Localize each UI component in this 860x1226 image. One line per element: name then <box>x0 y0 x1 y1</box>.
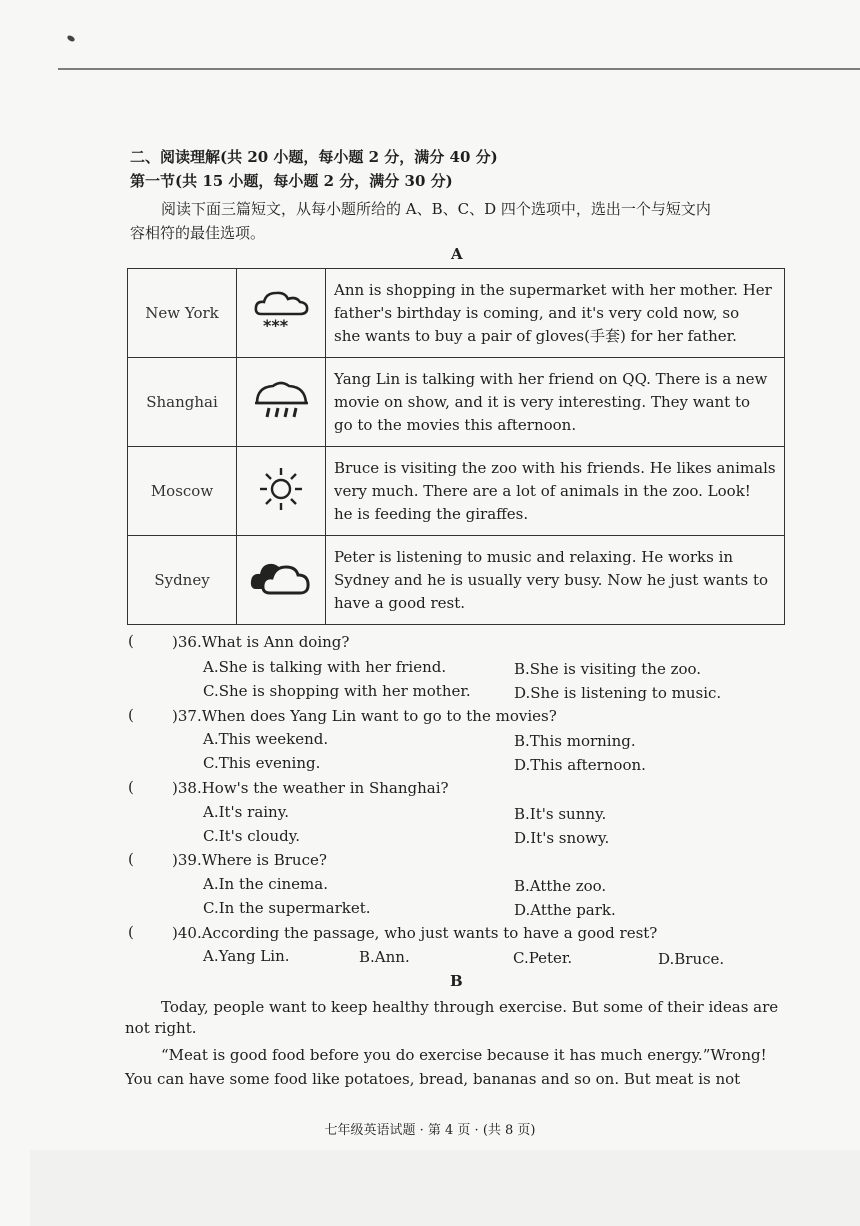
section-title: 二、阅读理解(共 20 小题，每小题 2 分，满分 40 分) <box>130 148 498 166</box>
passage-b-line-3: “Meat is good food before you do exercise because it has much energy.”Wrong! <box>161 1046 767 1064</box>
passage-b-label: B <box>450 972 463 990</box>
answer-blank[interactable]: ( <box>128 706 134 724</box>
option-b: B.She is visiting the zoo. <box>514 660 702 678</box>
page-footer: 七年级英语试题 · 第 4 页 · (共 8 页) <box>324 1123 536 1138</box>
part-title: 第一节(共 15 小题，每小题 2 分，满分 30 分) <box>130 172 453 190</box>
option-a: A.In the cinema. <box>203 875 328 893</box>
city-new-york: New York <box>128 269 237 358</box>
table-row <box>128 536 785 625</box>
desc-line: father's birthday is coming, and it's very cold now, so <box>334 303 740 322</box>
table-row <box>128 358 785 447</box>
option-c: C.It's cloudy. <box>203 827 300 845</box>
desc-line: he is feeding the giraffes. <box>334 504 529 523</box>
header-rule <box>58 68 860 70</box>
option-a: A.Yang Lin. <box>203 947 290 965</box>
scan-shadow <box>30 1150 860 1226</box>
option-a: A.She is talking with her friend. <box>203 658 447 676</box>
desc-line: very much. There are a lot of animals in the zoo. Look! <box>334 481 751 500</box>
option-d: D.This afternoon. <box>514 756 646 774</box>
answer-blank[interactable]: ( <box>128 632 134 650</box>
question-40: )40.According the passage, who just wants to have a good rest? <box>172 924 658 942</box>
desc-line: movie on show, and it is very interesting. They want to <box>334 392 751 411</box>
svg-text:***: *** <box>263 316 289 334</box>
option-d: D.She is listening to music. <box>514 684 722 702</box>
desc-line: Peter is listening to music and relaxing. He works in <box>334 547 734 566</box>
table-row <box>128 447 785 536</box>
desc-line: go to the movies this afternoon. <box>334 415 577 434</box>
option-b: B.It's sunny. <box>514 805 607 823</box>
option-c: C.Peter. <box>513 949 573 967</box>
instruction-line-2: 容相符的最佳选项。 <box>130 224 266 242</box>
option-b: B.This morning. <box>514 732 636 750</box>
passage-b-line-1: Today, people want to keep healthy through exercise. But some of their ideas are <box>161 998 779 1016</box>
option-c: C.In the supermarket. <box>203 899 371 917</box>
option-d: D.Bruce. <box>658 950 725 968</box>
city-shanghai: Shanghai <box>128 358 237 447</box>
desc-line: have a good rest. <box>334 593 466 612</box>
instruction-line-1: 阅读下面三篇短文，从每小题所给的 A、B、C、D 四个选项中，选出一个与短文内 <box>161 200 711 218</box>
option-d: D.It's snowy. <box>514 829 610 847</box>
passage-b-line-4: You can have some food like potatoes, bread, bananas and so on. But meat is not <box>125 1070 741 1088</box>
answer-blank[interactable]: ( <box>128 850 134 868</box>
city-sydney: Sydney <box>128 536 237 625</box>
city-moscow: Moscow <box>128 447 237 536</box>
option-a: A.It's rainy. <box>203 803 289 821</box>
question-36: )36.What is Ann doing? <box>172 633 350 651</box>
option-c: C.She is shopping with her mother. <box>203 682 471 700</box>
answer-blank[interactable]: ( <box>128 778 134 796</box>
weather-table <box>127 268 785 625</box>
option-b: B.Atthe zoo. <box>514 877 607 895</box>
question-38: )38.How's the weather in Shanghai? <box>172 779 449 797</box>
option-b: B.Ann. <box>359 948 410 966</box>
question-39: )39.Where is Bruce? <box>172 851 327 869</box>
question-37: )37.When does Yang Lin want to go to the movies? <box>172 707 557 725</box>
desc-line: she wants to buy a pair of gloves(手套) for her father. <box>334 326 737 345</box>
desc-line: Ann is shopping in the supermarket with her mother. Her <box>334 280 772 299</box>
cloudy-icon <box>248 555 314 601</box>
answer-blank[interactable]: ( <box>128 923 134 941</box>
table-row <box>128 269 785 358</box>
sun-icon <box>256 464 306 514</box>
option-d: D.Atthe park. <box>514 901 616 919</box>
snow-cloud-icon <box>251 288 311 334</box>
desc-line: Yang Lin is talking with her friend on QQ. There is a new <box>334 369 768 388</box>
passage-b-line-2: not right. <box>125 1019 197 1037</box>
desc-line: Sydney and he is usually very busy. Now he just wants to <box>334 570 769 589</box>
rain-cloud-icon <box>251 377 311 423</box>
option-a: A.This weekend. <box>203 730 329 748</box>
desc-line: Bruce is visiting the zoo with his friends. He likes animals <box>334 458 776 477</box>
option-c: C.This evening. <box>203 754 321 772</box>
passage-a-label: A <box>451 245 463 263</box>
scan-speck <box>66 34 75 42</box>
